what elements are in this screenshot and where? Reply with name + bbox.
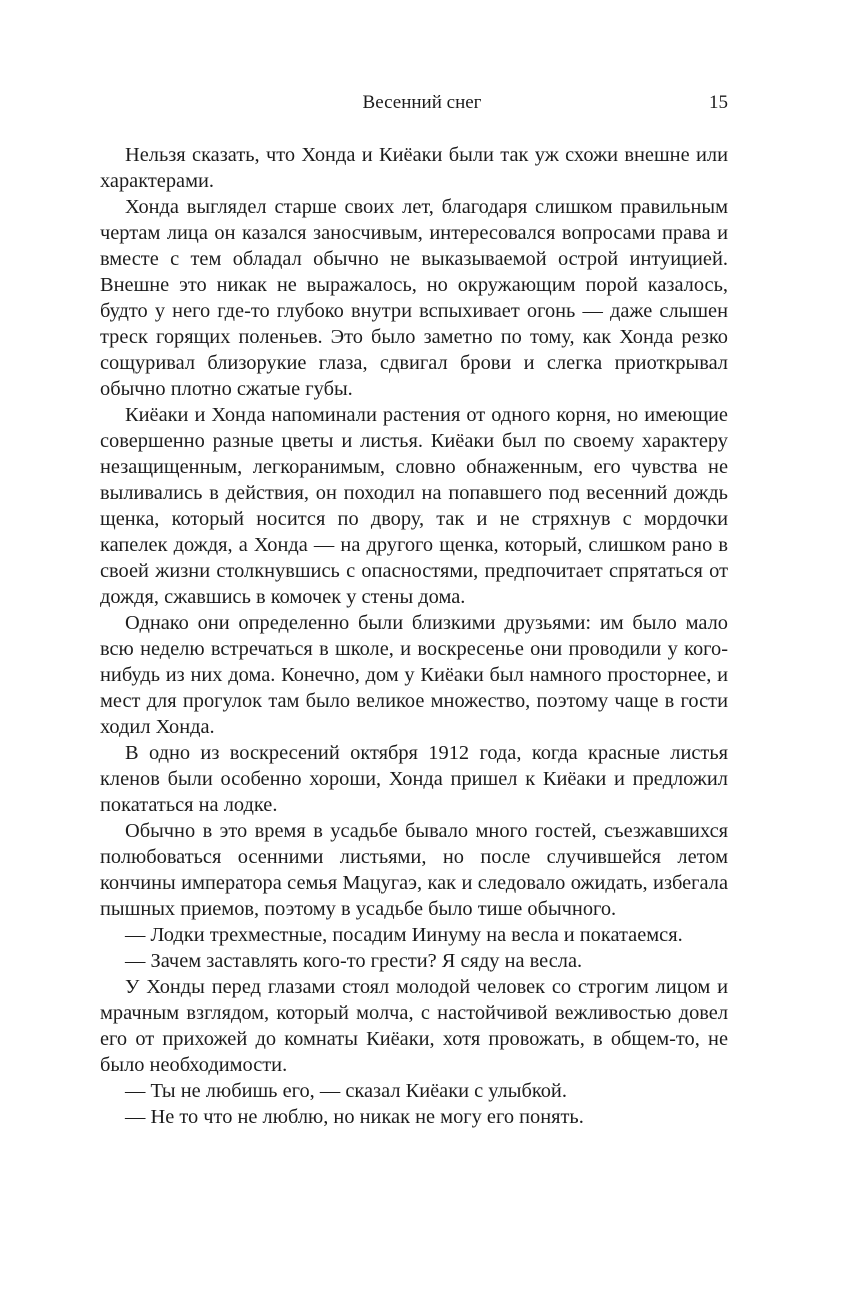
dialogue-line: — Не то что не люблю, но никак не могу его понять.	[125, 1106, 584, 1128]
paragraph: Однако они определенно были близкими друзьями: им было мало всю неделю встречаться в школе, и воскресенье они проводили у кого-нибудь из них дома. Конечно, дом у Киёаки был намного просторнее, и мест для прогулок там было великое множество, поэтому чаще в гости ходил Хонда.	[100, 612, 728, 738]
paragraph: Обычно в это время в усадьбе бывало много гостей, съезжавшихся полюбоваться осенними листьями, но после случившейся летом кончины императора семья Мацугаэ, как и следовало ожидать, избегала пышных приемов, поэтому в усадьбе было тише обычного.	[100, 820, 728, 920]
body-text	[100, 142, 728, 1130]
book-page	[100, 86, 728, 1130]
page-number: 15	[709, 92, 728, 113]
paragraph: У Хонды перед глазами стоял молодой человек со строгим лицом и мрачным взглядом, который молча, с настойчивой вежливостью довел его от прихожей до комнаты Киёаки, хотя провожать, в общем-то, не было необходимости.	[100, 976, 728, 1076]
dialogue-line: — Ты не любишь его, — сказал Киёаки с улыбкой.	[125, 1080, 567, 1102]
running-title: Весенний снег	[362, 92, 482, 113]
paragraph: Нельзя сказать, что Хонда и Киёаки были так уж схожи внешне или характерами.	[100, 144, 728, 192]
dialogue-line: — Зачем заставлять кого-то грести? Я сяду на весла.	[125, 950, 583, 972]
paragraph: Хонда выглядел старше своих лет, благодаря слишком правильным чертам лица он казался заносчивым, интересовался вопросами права и вместе с тем обладал обычно не выказываемой острой интуицией. Внешне это никак не выражалось, но окружающим порой казалось, будто у него где-то глубоко внутри вспыхивает огонь — даже слышен треск горящих поленьев. Это было заметно по тому, как Хонда резко сощуривал близорукие глаза, сдвигал брови и слегка приоткрывал обычно плотно сжатые губы.	[100, 196, 728, 400]
running-head	[100, 86, 728, 120]
paragraph: Киёаки и Хонда напоминали растения от одного корня, но имеющие совершенно разные цветы и листья. Киёаки был по своему характеру незащищенным, легкоранимым, словно обнаженным, его чувства не выливались в действия, он походил на попавшего под весенний дождь щенка, который носится по двору, так и не стряхнув с мордочки капелек дождя, а Хонда — на другого щенка, который, слишком рано в своей жизни столкнувшись с опасностями, предпочитает спрятаться от дождя, сжавшись в комочек у стены дома.	[100, 404, 728, 608]
dialogue-line: — Лодки трехместные, посадим Иинуму на весла и покатаемся.	[125, 924, 683, 946]
paragraph: В одно из воскресений октября 1912 года, когда красные листья кленов были особенно хороши, Хонда пришел к Киёаки и предложил покататься на лодке.	[100, 742, 728, 816]
